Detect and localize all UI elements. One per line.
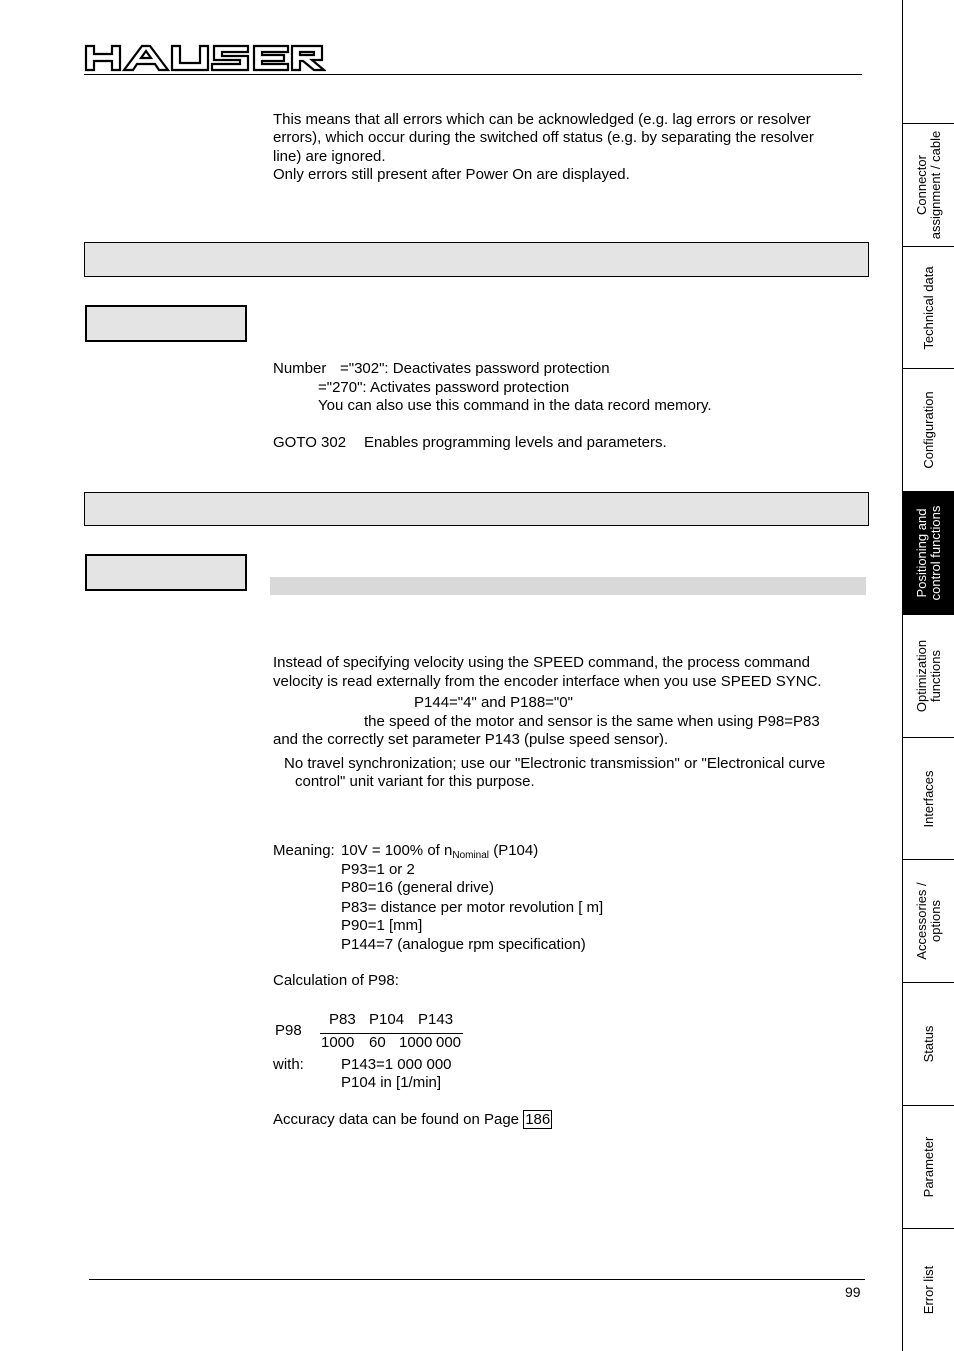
sidebar-tab-status[interactable] (903, 983, 954, 1106)
meaning-line-5: P90=1 [mm] (341, 917, 423, 934)
meaning-label: Meaning: (273, 842, 335, 859)
intro-line-3: line) are ignored. (273, 148, 386, 165)
formula-denominator-3: 1000 (399, 1034, 433, 1051)
footer-rule (89, 1279, 865, 1280)
meaning-pre: 10V = 100% of n (341, 842, 453, 859)
intro-line-1: This means that all errors which can be acknowledged (e.g. lag errors or resolver (273, 111, 811, 128)
formula-numerator-1: P83 (329, 1011, 356, 1028)
sidebar-tab-label: Status (921, 1025, 936, 1063)
sidebar-tab-error-list[interactable] (903, 1229, 954, 1351)
sidebar-tab-interfaces[interactable] (903, 738, 954, 860)
number-302-desc: ="302": Deactivates password protection (340, 360, 610, 377)
sidebar-tab-label: Accessories / options (914, 882, 943, 960)
formula-numerator-2: P104 (369, 1011, 405, 1028)
formula-denominator-1: 1000 (321, 1034, 355, 1051)
formula-denominator-2: 60 (369, 1034, 386, 1051)
hauser-logo (84, 44, 326, 76)
memory-note: You can also use this command in the data record memory. (318, 397, 712, 414)
accuracy-line (273, 1111, 552, 1129)
number-label: Number (273, 360, 327, 377)
intro-line-2: errors), which occur during the switched off status (e.g. by separating the resolver (273, 129, 814, 146)
formula-lhs: P98 (275, 1022, 302, 1039)
sidebar-tab-label: Optimization functions (914, 639, 943, 713)
sidebar-tab-connector[interactable] (903, 124, 954, 247)
meaning-subscript: Nominal (452, 850, 490, 861)
speed-para-line-5: and the correctly set parameter P143 (pulse speed sensor). (273, 731, 669, 748)
speed-para-line-2: velocity is read externally from the encoder interface when you use SPEED SYNC. (273, 673, 822, 690)
command-syntax-box-speed (85, 554, 247, 591)
with-line-2: P104 in [1/min] (341, 1074, 442, 1091)
page-reference-link[interactable]: 186 (525, 1111, 551, 1128)
sidebar-tab-parameter[interactable] (903, 1106, 954, 1229)
sidebar-tab-configuration[interactable] (903, 369, 954, 492)
number-270-desc: ="270": Activates password protection (318, 379, 570, 396)
sidebar-tab-optimization[interactable] (903, 615, 954, 738)
note-line-2: control" unit variant for this purpose. (295, 773, 535, 790)
meaning-line-3: P80=16 (general drive) (341, 879, 495, 896)
meaning-line-1 (341, 842, 538, 860)
meaning-post: (P104) (489, 842, 539, 859)
example-command: GOTO 302 (273, 434, 347, 451)
header-rule (84, 74, 862, 75)
sidebar-tab-positioning[interactable] (903, 492, 954, 615)
subheading-bar (270, 577, 866, 595)
sidebar-tab-label: Technical data (921, 265, 936, 350)
section-heading-bar-speed (84, 492, 869, 526)
sidebar-tab-label: Parameter (921, 1136, 936, 1198)
speed-para-line-1: Instead of specifying velocity using the SPEED command, the process command (273, 654, 810, 671)
example-description: Enables programming levels and parameters. (364, 434, 667, 451)
sidebar-tab-top (903, 0, 954, 124)
speed-para-line-3: P144="4" and P188="0" (414, 694, 573, 711)
with-line-1: P143=1 000 000 (341, 1056, 452, 1073)
sidebar-tab-technical-data[interactable] (903, 247, 954, 369)
meaning-line-2: P93=1 or 2 (341, 861, 415, 878)
formula-numerator-3: P143 (418, 1011, 454, 1028)
formula-denominator-4: 000 (436, 1034, 462, 1051)
sidebar-tab-accessories[interactable] (903, 860, 954, 983)
sidebar-tab-label: Configuration (921, 391, 936, 469)
meaning-line-6: P144=7 (analogue rpm specification) (341, 936, 586, 953)
sidebar-tab-label: Positioning and control functions (914, 505, 943, 601)
sidebar-tab-label: Error list (921, 1265, 936, 1315)
section-heading-bar-goto (84, 242, 869, 277)
meaning-line-4: P83= distance per motor revolution [ m] (341, 899, 604, 916)
intro-line-4: Only errors still present after Power On are displayed. (273, 166, 630, 183)
command-syntax-box-goto (85, 305, 247, 342)
calculation-label: Calculation of P98: (273, 972, 399, 989)
speed-para-line-4: the speed of the motor and sensor is the same when using P98=P83 (364, 713, 820, 730)
sidebar-tab-label: Connector assignment / cable (914, 130, 943, 240)
sidebar-tab-label: Interfaces (921, 769, 936, 828)
chapter-sidebar (902, 0, 954, 1351)
hauser-logo-graphic (84, 44, 326, 72)
with-label: with: (273, 1056, 304, 1073)
accuracy-text: Accuracy data can be found on Page (273, 1111, 520, 1128)
note-line-1: No travel synchronization; use our "Electronic transmission" or "Electronical curve (284, 755, 826, 772)
page-number: 99 (845, 1284, 861, 1300)
